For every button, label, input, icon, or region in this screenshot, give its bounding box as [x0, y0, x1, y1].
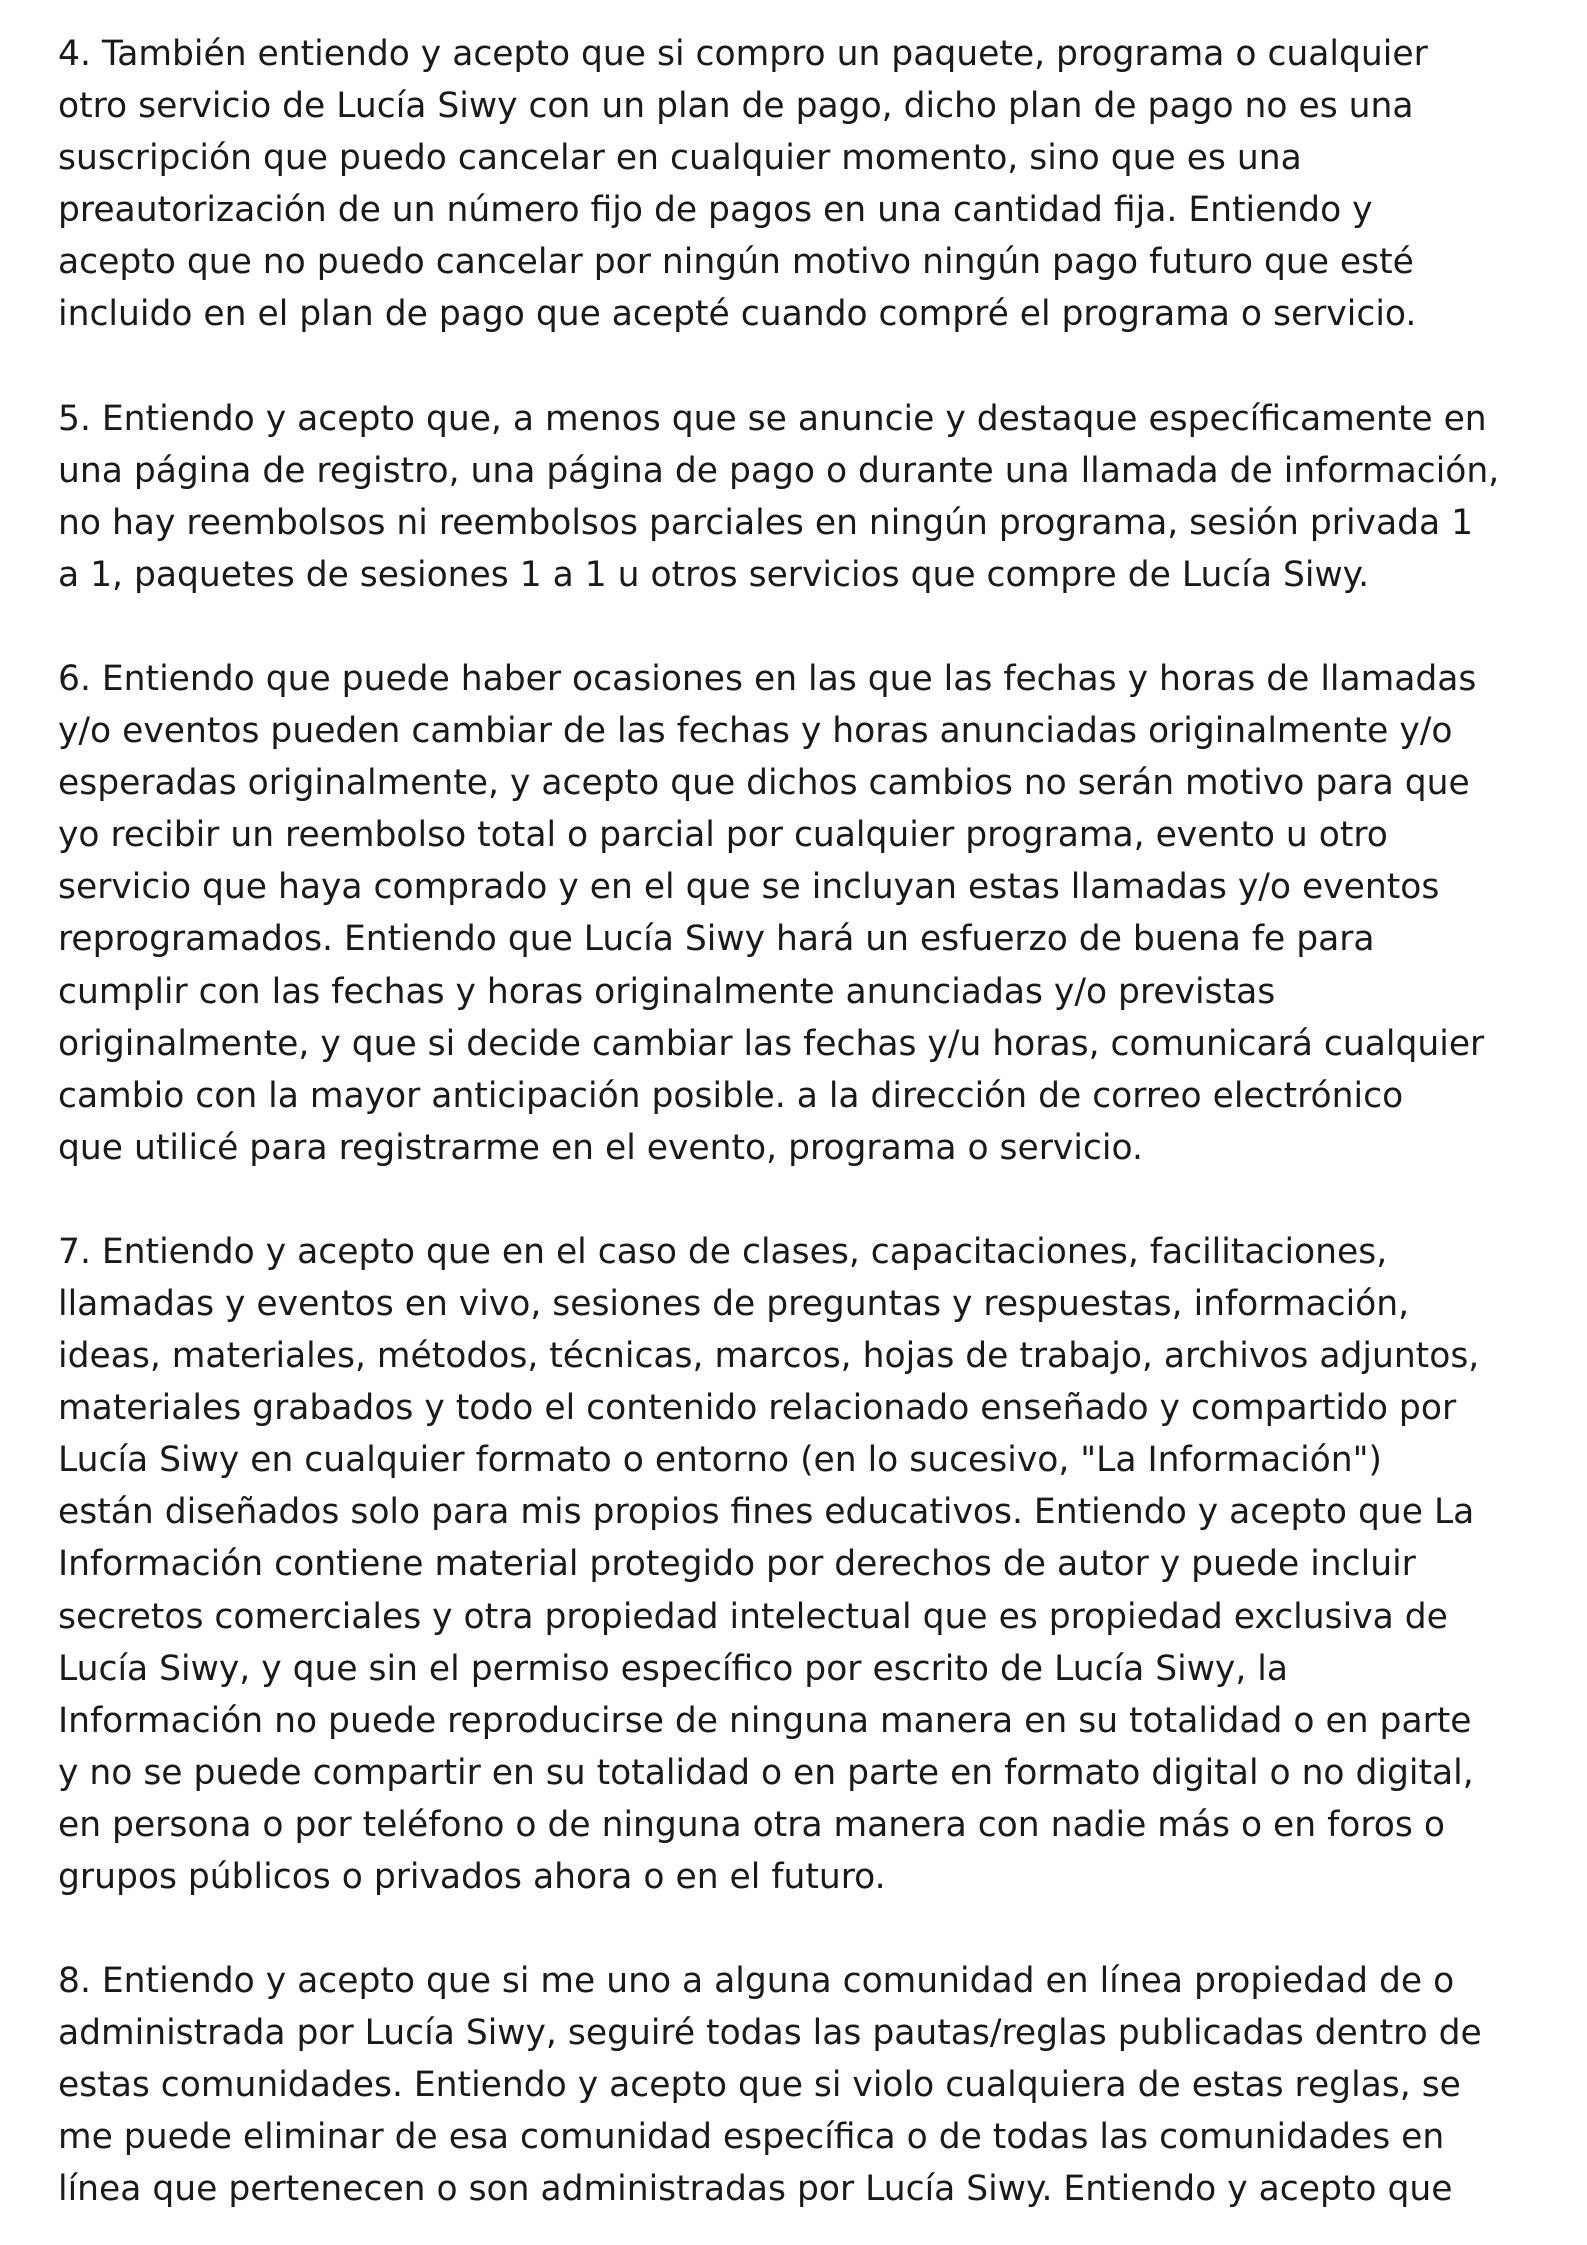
clause-line: yo recibir un reembolso total o parcial por cualquier programa, evento u otro — [58, 815, 1388, 856]
clause-line: acepto que no puedo cancelar por ningún motivo ningún pago futuro que esté — [58, 242, 1414, 283]
clause-4 — [58, 28, 1547, 341]
clause-line: no hay reembolsos ni reembolsos parciales en ningún programa, sesión privada 1 — [58, 502, 1474, 543]
clause-line: 7. Entiendo y acepto que en el caso de clases, capacitaciones, facilitaciones, — [58, 1231, 1388, 1272]
clause-line: servicio que haya comprado y en el que se incluyan estas llamadas y/o eventos — [58, 867, 1440, 908]
clause-line: preautorización de un número fijo de pagos en una cantidad fija. Entiendo y — [58, 190, 1373, 231]
clause-line: administrada por Lucía Siwy, seguiré todas las pautas/reglas publicadas dentro de — [58, 2013, 1482, 2054]
clause-line: Información contiene material protegido por derechos de autor y puede incluir — [58, 1544, 1416, 1585]
clause-line: 5. Entiendo y acepto que, a menos que se anuncie y destaque específicamente en — [58, 398, 1487, 439]
clause-line: línea que pertenecen o son administradas por Lucía Siwy. Entiendo y acepto que — [58, 2169, 1453, 2210]
clause-line: y no se puede compartir en su totalidad o en parte en formato digital o no digital, — [58, 1752, 1474, 1793]
clause-line: ideas, materiales, métodos, técnicas, marcos, hojas de trabajo, archivos adjuntos, — [58, 1336, 1480, 1377]
clause-line: cambio con la mayor anticipación posible. a la dirección de correo electrónico — [58, 1075, 1404, 1116]
clause-line: esperadas originalmente, y acepto que dichos cambios no serán motivo para que — [58, 763, 1470, 804]
clause-7 — [58, 1226, 1547, 1903]
clause-line: y/o eventos pueden cambiar de las fechas y horas anunciadas originalmente y/o — [58, 711, 1453, 752]
clause-line: que utilicé para registrarme en el evento, programa o servicio. — [58, 1127, 1143, 1168]
clause-line: grupos públicos o privados ahora o en el futuro. — [58, 1857, 886, 1897]
clause-8 — [58, 1955, 1547, 2215]
clause-5 — [58, 393, 1547, 601]
clause-line: reprogramados. Entiendo que Lucía Siwy hará un esfuerzo de buena fe para — [58, 919, 1375, 960]
clause-line: Información no puede reproducirse de ninguna manera en su totalidad o en parte — [58, 1700, 1472, 1741]
clause-line: estas comunidades. Entiendo y acepto que si violo cualquiera de estas reglas, se — [58, 2065, 1461, 2106]
clause-line: una página de registro, una página de pago o durante una llamada de información, — [58, 450, 1500, 491]
clause-line: incluido en el plan de pago que acepté cuando compré el programa o servicio. — [58, 294, 1417, 335]
clause-line: Lucía Siwy en cualquier formato o entorno (en lo sucesivo, "La Información") — [58, 1440, 1382, 1481]
clause-line: cumplir con las fechas y horas originalmente anunciadas y/o previstas — [58, 971, 1276, 1012]
clause-line: 4. También entiendo y acepto que si compro un paquete, programa o cualquier — [58, 34, 1428, 74]
clause-line: otro servicio de Lucía Siwy con un plan de pago, dicho plan de pago no es una — [58, 86, 1414, 127]
clause-6 — [58, 653, 1547, 1174]
clause-line: están diseñados solo para mis propios fines educativos. Entiendo y acepto que La — [58, 1492, 1475, 1533]
clause-line: llamadas y eventos en vivo, sesiones de preguntas y respuestas, información, — [58, 1283, 1410, 1324]
clause-line: materiales grabados y todo el contenido relacionado enseñado y compartido por — [58, 1388, 1457, 1429]
clause-line: en persona o por teléfono o de ninguna otra manera con nadie más o en foros o — [58, 1804, 1445, 1845]
clause-line: secretos comerciales y otra propiedad intelectual que es propiedad exclusiva de — [58, 1596, 1448, 1637]
clause-line: 8. Entiendo y acepto que si me uno a alguna comunidad en línea propiedad de o — [58, 1961, 1455, 2002]
clause-line: a 1, paquetes de sesiones 1 a 1 u otros servicios que compre de Lucía Siwy. — [58, 554, 1370, 595]
clause-line: originalmente, y que si decide cambiar las fechas y/u horas, comunicará cualquier — [58, 1023, 1485, 1064]
clause-line: 6. Entiendo que puede haber ocasiones en las que las fechas y horas de llamadas — [58, 658, 1477, 699]
clause-line: Lucía Siwy, y que sin el permiso específico por escrito de Lucía Siwy, la — [58, 1648, 1289, 1689]
clause-line: me puede eliminar de esa comunidad específica o de todas las comunidades en — [58, 2117, 1445, 2158]
clause-line: suscripción que puedo cancelar en cualquier momento, sino que es una — [58, 138, 1302, 179]
